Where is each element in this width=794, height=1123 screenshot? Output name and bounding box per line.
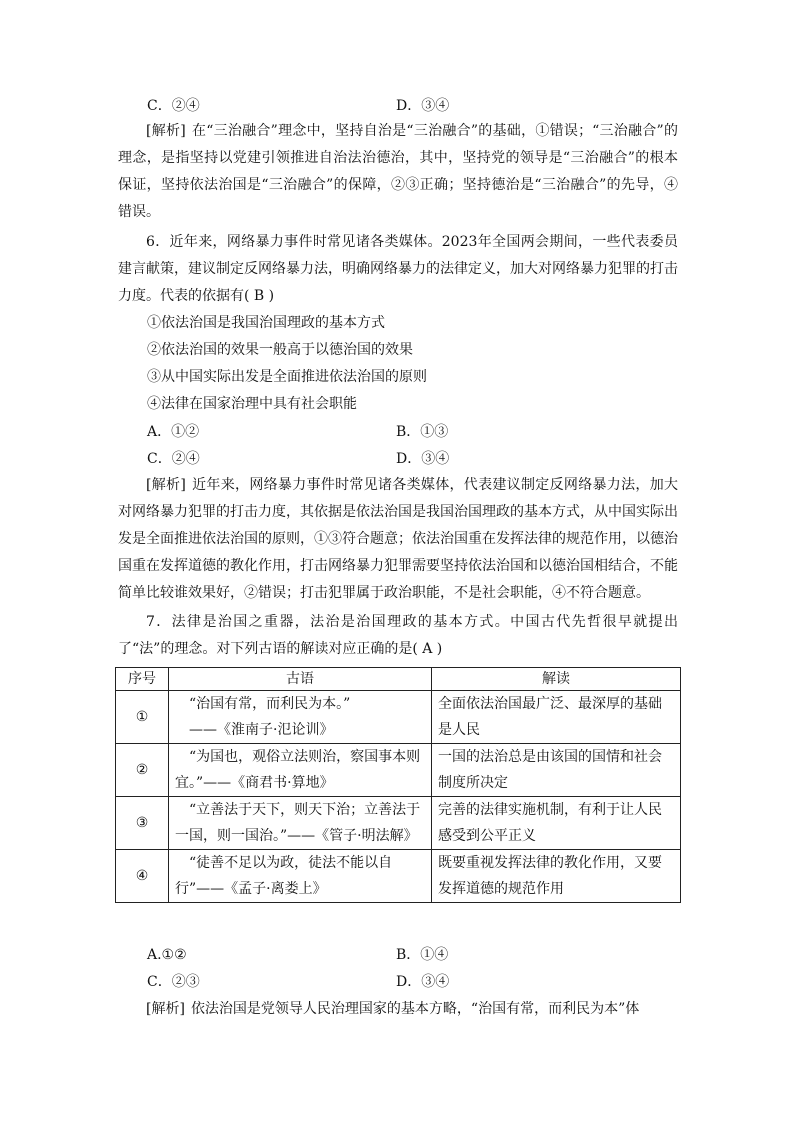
row-quote bbox=[169, 797, 432, 850]
table-row bbox=[116, 797, 681, 850]
analysis-text: 依法治国是党领导人民治理国家的基本方略，“治国有常，而利民为本”体 bbox=[190, 1001, 640, 1017]
quote-source: ——《管子·明法解》 bbox=[287, 828, 418, 844]
quote-text: “徒善不足以为政，徒法不能以自行” bbox=[175, 855, 393, 897]
header-quote: 古语 bbox=[169, 668, 432, 691]
row-reading: 完善的法律实施机制，有利于让人民感受到公平正义 bbox=[432, 797, 681, 850]
q7-option-a: A.①② bbox=[147, 947, 187, 963]
q6-analysis bbox=[118, 472, 678, 607]
q6-item-2: ②依法治国的效果一般高于以德治国的效果 bbox=[147, 342, 413, 358]
q6-option-b: B．①③ bbox=[396, 424, 449, 440]
q5-option-c: C．②④ bbox=[147, 98, 200, 114]
row-reading: 一国的法治总是由该国的国情和社会制度所决定 bbox=[432, 744, 681, 797]
row-quote bbox=[169, 850, 432, 903]
q6-item-3: ③从中国实际出发是全面推进依法治国的原则 bbox=[147, 369, 427, 385]
q6-option-d: D．③④ bbox=[396, 451, 450, 467]
q6-option-c: C．②④ bbox=[147, 451, 200, 467]
row-quote bbox=[169, 744, 432, 797]
q7-option-c: C．②③ bbox=[147, 974, 200, 990]
analysis-text: 在“三治融合”理念中，坚持自治是“三治融合”的基础，①错误；“三治融合”的理念，是指坚持以党建引领推进自治法治德治，其中，坚持党的领导是“三治融合”的根本保证，坚持依法治国是“三治融合”的保障，②③正确；坚持德治是“三治融合”的先导，④错误。 bbox=[118, 123, 678, 220]
row-number: ④ bbox=[116, 850, 169, 903]
q7-option-b: B．①④ bbox=[396, 947, 449, 963]
header-number: 序号 bbox=[116, 668, 169, 691]
quote-source: ——《淮南子·氾论训》 bbox=[189, 722, 334, 738]
row-quote bbox=[169, 691, 432, 744]
quote-text: “为国也，观俗立法则治，察国事本则宜。” bbox=[175, 749, 421, 791]
q5-analysis bbox=[118, 118, 678, 226]
q6-option-a: A．①② bbox=[147, 424, 200, 440]
q6-stem: 6．近年来，网络暴力事件时常见诸各类媒体。2023年全国两会期间，一些代表委员建言献策，建议制定反网络暴力法，明确网络暴力的法律定义，加大对网络暴力犯罪的打击力度。代表的依据有( B ) bbox=[118, 234, 678, 304]
table-row bbox=[116, 850, 681, 903]
row-number: ② bbox=[116, 744, 169, 797]
quote-source: ——《孟子·离娄上》 bbox=[196, 881, 327, 897]
analysis-tag: [解析] bbox=[146, 1001, 185, 1017]
row-number: ③ bbox=[116, 797, 169, 850]
quote-source: ——《商君书·算地》 bbox=[203, 775, 334, 791]
table-row bbox=[116, 691, 681, 744]
row-reading: 既要重视发挥法律的教化作用，又要发挥道德的规范作用 bbox=[432, 850, 681, 903]
table-header-row bbox=[116, 668, 681, 691]
analysis-tag: [解析] bbox=[146, 123, 186, 139]
header-reading: 解读 bbox=[432, 668, 681, 691]
row-reading: 全面依法治国最广泛、最深厚的基础是人民 bbox=[432, 691, 681, 744]
row-number: ① bbox=[116, 691, 169, 744]
analysis-tag: [解析] bbox=[146, 477, 186, 493]
q7-table bbox=[115, 667, 681, 903]
q6-item-1: ①依法治国是我国治国理政的基本方式 bbox=[147, 315, 385, 331]
table-row bbox=[116, 744, 681, 797]
analysis-text: 近年来，网络暴力事件时常见诸各类媒体，代表建议制定反网络暴力法，加大对网络暴力犯罪的打击力度，其依据是依法治国是我国治国理政的基本方式，从中国实际出发是全面推进依法治国的原则，①③符合题意；依法治国重在发挥法律的规范作用，以德治国重在发挥道德的教化作用，打击网络暴力犯罪需要坚持依法治国和以德治国相结合，不能简单比较谁效果好，②错误；打击犯罪属于政治职能，不是社会职能，④不符合题意。 bbox=[118, 477, 678, 601]
q7-stem: 7．法律是治国之重器，法治是治国理政的基本方式。中国古代先哲很早就提出了“法”的理念。对下列古语的解读对应正确的是( A ) bbox=[118, 614, 678, 657]
quote-text: “立善法于天下，则天下治；立善法于一国，则一国治。” bbox=[175, 802, 421, 844]
q7-option-d: D．③④ bbox=[396, 974, 450, 990]
q7-analysis bbox=[118, 996, 678, 1023]
q5-option-d: D．③④ bbox=[396, 98, 450, 114]
quote-text: “治国有常，而利民为本。” bbox=[189, 696, 351, 712]
q6-item-4: ④法律在国家治理中具有社会职能 bbox=[147, 396, 357, 412]
